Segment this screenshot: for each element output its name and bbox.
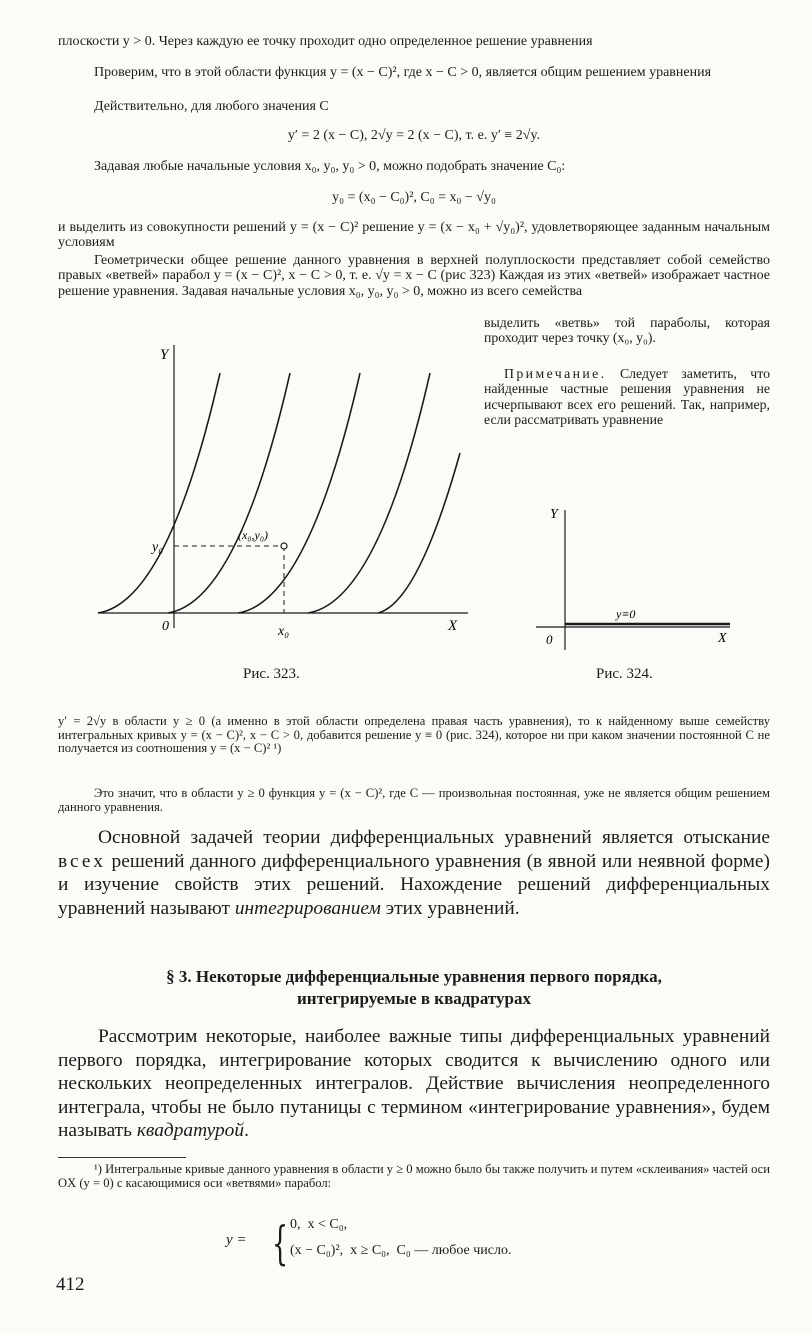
emphasis-quadrature: квадратурой — [136, 1120, 245, 1142]
emphasis-integration: интегрированием — [234, 897, 381, 919]
fig324-y-label: Y — [550, 507, 558, 522]
parabola-branch-5 — [378, 453, 460, 613]
main-text-a: Основной задачей теории дифференциальных уравнений является отыскание — [98, 827, 770, 848]
section-text-c: . — [244, 1120, 249, 1142]
footnote-rule — [58, 1157, 186, 1158]
equation-2: y₀ = (x₀ − C₀)², C₀ = x₀ − √y₀ — [332, 190, 496, 205]
fig323-origin-label: 0 — [162, 619, 169, 634]
fig323-y0-label: y₀ — [152, 540, 164, 555]
paragraph-5: и выделить из совокупности решений y = (x − C)² решение y = (x − x₀ + √y₀)², удовлетворяющее заданным начальным условиям — [58, 220, 770, 251]
page-number: 412 — [56, 1274, 85, 1295]
footnote-case-2: (x − C₀)², x ≥ C₀, C₀ — любое число. — [290, 1243, 512, 1258]
figure-324-caption: Рис. 324. — [596, 666, 653, 682]
paragraph-3: Действительно, для любого значения C — [94, 99, 329, 114]
note-paragraph — [484, 366, 770, 427]
note-label: Примечание. — [504, 366, 607, 381]
fig323-point-label: (x₀,y₀) — [238, 528, 268, 542]
section-text-a: Рассмотрим некоторые, наиболее важные типы дифференциальных уравнений первого порядка, интегрирование которых сводится к вычислению одного или нескольких неопределенных интегралов. Действие вычисления неопределенного интеграла, чтобы не было путаницы с термином «интегрирование уравнения», будем называть — [58, 1026, 770, 1142]
fig323-x-label: X — [448, 618, 458, 634]
paragraph-7: выделить «ветвь» той параболы, которая проходит через точку (x₀, y₀). — [484, 315, 770, 346]
fig324-line-label: y≡0 — [616, 607, 636, 621]
equation-1: y′ = 2 (x − C), 2√y = 2 (x − C), т. е. y′ ≡ 2√y. — [287, 128, 541, 143]
main-text-e: этих уравнений. — [380, 897, 520, 919]
fig323-y-label: Y — [160, 347, 169, 363]
paragraph-9: y′ = 2√y в области y ≥ 0 (а именно в этой области определена правая часть уравнения), то к найденному выше семейству интегральных кривых y = (x − C)², x − C > 0, добавится решение y ≡ 0 (рис. 324), которое ни при каком значении постоянной C не получается из соотношения y = (x − C)² ¹) — [58, 714, 770, 756]
paragraph-10: Это значит, что в области y ≥ 0 функция y = (x − C)², где C — произвольная постоянная, уже не является общим решением данного уравнения. — [58, 786, 770, 814]
figure-323 — [88, 333, 478, 665]
footnote-case-1: 0, x < C₀, — [290, 1217, 348, 1232]
fig323-x0-label: x₀ — [278, 624, 290, 639]
note-text: Следует заметить, что найденные частные решения уравнения не исчерпывают всех его решений. Так, например, если рассматривать уравнение — [484, 366, 770, 427]
footnote-formula-lhs: y = — [226, 1232, 247, 1248]
section-paragraph — [58, 1025, 770, 1143]
figure-323-caption: Рис. 323. — [243, 666, 300, 682]
initial-point-marker — [281, 543, 287, 549]
paragraph-1: плоскости y > 0. Через каждую ее точку проходит одно определенное решение уравнения — [58, 34, 593, 49]
main-paragraph — [58, 826, 770, 920]
figure-324 — [530, 500, 750, 660]
paragraph-4: Задавая любые начальные условия x₀, y₀, y₀ > 0, можно подобрать значение C₀: — [94, 159, 566, 174]
paragraph-6: Геометрически общее решение данного уравнения в верхней полуплоскости представляет собой семейство правых «ветвей» парабол y = (x − C)², x − C > 0, т. е. √y = x − C (рис 323) Каждая из этих «ветвей» изображает частное решение уравнения. Задавая начальные условия x₀, y₀, y₀ > 0, можно из всего семейства — [58, 253, 770, 299]
fig324-origin-label: 0 — [546, 632, 553, 647]
fig324-x-label: X — [718, 631, 727, 646]
footnote-formula-brace: { — [272, 1216, 289, 1270]
emphasis-all: всех — [58, 850, 106, 872]
section-heading: § 3. Некоторые дифференциальные уравнения первого порядка, интегрируемые в квадратурах — [166, 967, 662, 1008]
parabola-branch-1 — [98, 373, 220, 613]
paragraph-2: Проверим, что в этой области функция y = (x − C)², где x − C > 0, является общим решением уравнения — [94, 65, 712, 80]
footnote: ¹) Интегральные кривые данного уравнения в области y ≥ 0 можно было бы также получить и путем «склеивания» частей оси OX (y = 0) с касающимися оси «ветвями» парабол: — [58, 1162, 771, 1190]
main-text-c: решений данного дифференциального уравнения (в явной или неявной форме) и изучение свойств этих решений. Нахождение решений дифференциальных уравнений называют — [58, 850, 770, 919]
